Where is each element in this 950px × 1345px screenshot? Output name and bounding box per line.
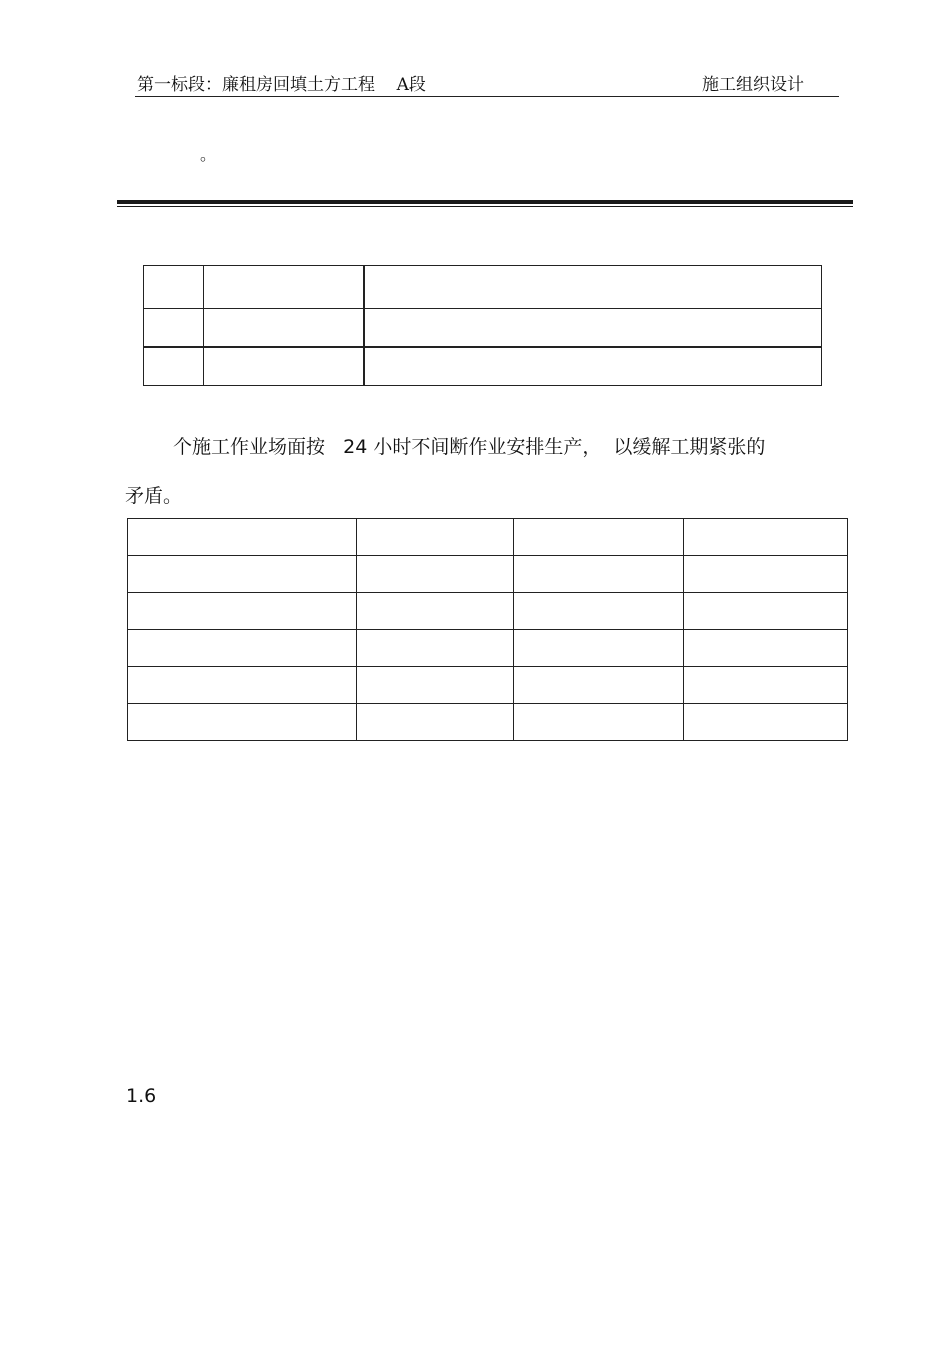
header-rule xyxy=(135,96,839,97)
table-cell xyxy=(357,667,514,704)
table-cell xyxy=(514,630,684,667)
table-cell xyxy=(364,266,822,309)
table-cell xyxy=(514,519,684,556)
table-cell xyxy=(357,556,514,593)
table-cell xyxy=(364,309,822,348)
table-row xyxy=(144,309,822,348)
punctuation-mark: 。 xyxy=(200,145,217,164)
table-row xyxy=(128,519,848,556)
table-cell xyxy=(357,630,514,667)
table-cell xyxy=(514,667,684,704)
table-cell xyxy=(684,667,848,704)
table-cell xyxy=(684,630,848,667)
table-row xyxy=(144,266,822,309)
table-cell xyxy=(514,593,684,630)
table-cell xyxy=(204,266,365,309)
table-cell xyxy=(144,266,204,309)
table-cell xyxy=(364,347,822,386)
table-cell xyxy=(128,556,357,593)
section-divider-thin xyxy=(117,206,853,207)
table-cell xyxy=(684,519,848,556)
body-paragraph-line: 矛盾。 xyxy=(125,485,183,507)
table-cell xyxy=(357,704,514,741)
table-cell xyxy=(514,556,684,593)
table-row xyxy=(128,630,848,667)
header-document-type: 施工组织设计 xyxy=(702,75,804,95)
table-cell xyxy=(128,704,357,741)
table-cell xyxy=(204,309,365,348)
table-row xyxy=(128,667,848,704)
table-cell xyxy=(128,519,357,556)
table-cell xyxy=(144,347,204,386)
section-divider-thick xyxy=(117,200,853,204)
table-row xyxy=(128,704,848,741)
table-cell xyxy=(128,593,357,630)
body-paragraph-line: 个施工作业场面按 24 小时不间断作业安排生产， 以缓解工期紧张的 xyxy=(173,436,766,458)
empty-table-2 xyxy=(127,518,848,741)
section-number: 1.6 xyxy=(126,1085,157,1107)
table-cell xyxy=(684,593,848,630)
header-project-title: 第一标段：廉租房回填土方工程 A段 xyxy=(137,75,426,95)
table-cell xyxy=(684,556,848,593)
table-row xyxy=(128,556,848,593)
empty-table-1 xyxy=(143,265,822,386)
table-cell xyxy=(357,519,514,556)
table-cell xyxy=(144,309,204,348)
table-cell xyxy=(204,347,365,386)
table-row xyxy=(144,347,822,386)
table-row xyxy=(128,593,848,630)
table-cell xyxy=(684,704,848,741)
table-cell xyxy=(128,630,357,667)
table-cell xyxy=(514,704,684,741)
table-cell xyxy=(128,667,357,704)
table-cell xyxy=(357,593,514,630)
